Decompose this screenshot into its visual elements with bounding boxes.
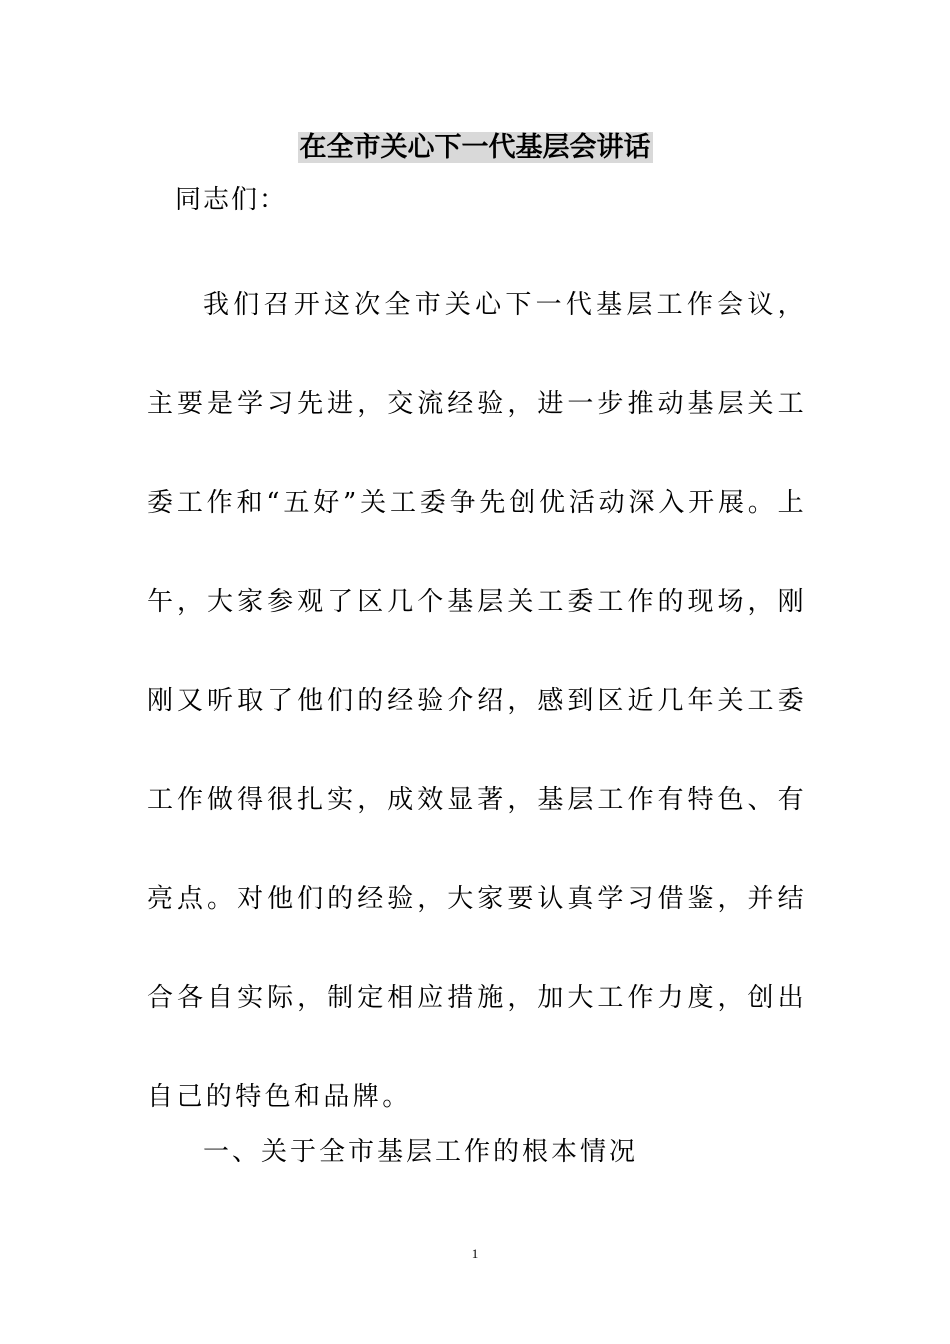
body-paragraph: 我们召开这次全市关心下一代基层工作会议，主要是学习先进，交流经验，进一步推动基层关工委工作和“五好”关工委争先创优活动深入开展。上午，大家参观了区几个基层关工委工作的现场，刚刚又听取了他们的经验介绍，感到区近几年关工委工作做得很扎实，成效显著，基层工作有特色、有亮点。对他们的经验，大家要认真学习借鉴，并结合各自实际，制定相应措施，加大工作力度，创出自己的特色和品牌。: [147, 290, 807, 1112]
salutation: 同志们：: [175, 185, 288, 215]
page-number: 1: [471, 1246, 479, 1261]
document-title: [0, 128, 950, 168]
document-title-text: 在全市关心下一代基层会讲话: [299, 132, 651, 163]
section-heading: 一、关于全市基层工作的根本情况: [203, 1137, 639, 1167]
